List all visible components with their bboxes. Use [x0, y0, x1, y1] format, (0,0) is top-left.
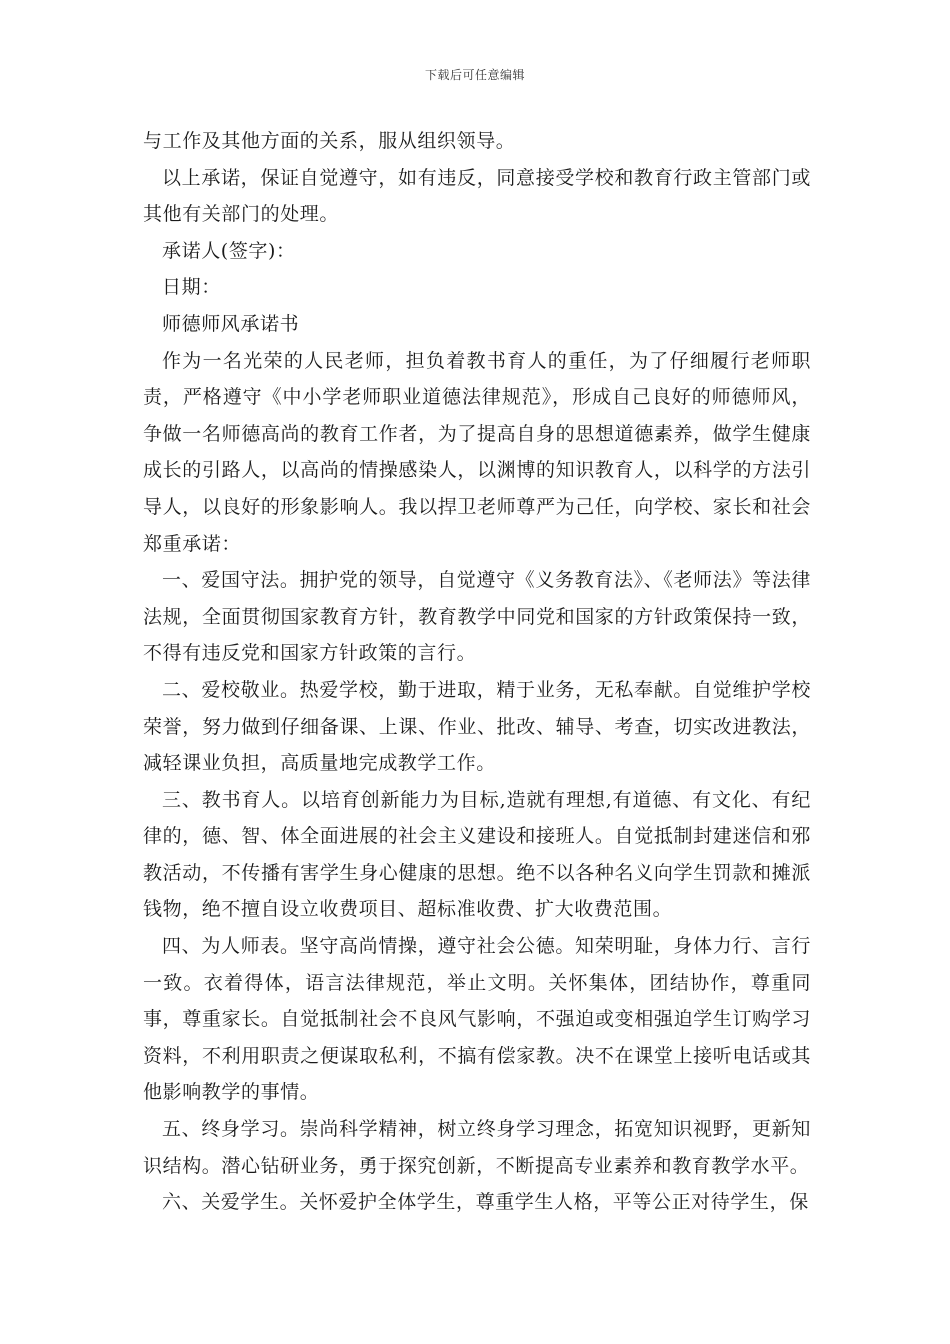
paragraph-item-6: 六、关爱学生。关怀爱护全体学生，尊重学生人格，平等公正对待学生，保	[162, 1191, 809, 1214]
paragraph-item-1: 一、爱国守法。拥护党的领导，自觉遵守《义务教育法》、《老师法》等法律法规，全面贯彻国家教育方针，教育教学中同党和国家的方针政策保持一致，不得有违反党和国家方针政策的言行。	[143, 569, 811, 665]
paragraph-item-3: 三、教书育人。以培育创新能力为目标,造就有理想,有道德、有文化、有纪律的，德、智、体全面进展的社会主义建设和接班人。自觉抵制封建迷信和邪教活动，不传播有害学生身心健康的思想。绝不以各种名义向学生罚款和摊派钱物，绝不擅自设立收费项目、超标准收费、扩大收费范围。	[143, 788, 811, 921]
paragraph-continuation: 与工作及其他方面的关系，服从组织领导。	[143, 130, 516, 152]
paragraph-pledge-compliance: 以上承诺，保证自觉遵守，如有违反，同意接受学校和教育行政主管部门或其他有关部门的处理。	[143, 166, 811, 226]
page-header-note: 下载后可任意编辑	[424, 68, 525, 82]
paragraph-item-4: 四、为人师表。坚守高尚情操，遵守社会公德。知荣明耻，身体力行、言行一致。衣着得体，语言法律规范，举止文明。关怀集体，团结协作，尊重同事，尊重家长。自觉抵制社会不良风气影响，不强迫或变相强迫学生订购学习资料，不利用职责之便谋取私利，不搞有偿家教。决不在课堂上接听电话或其他影响教学的事情。	[143, 935, 811, 1104]
paragraph-intro: 作为一名光荣的人民老师，担负着教书育人的重任，为了仔细履行老师职责，严格遵守《中小学老师职业道德法律规范》，形成自己良好的师德师风，争做一名师德高尚的教育工作者，为了提高自身的思想道德素养，做学生健康成长的引路人，以高尚的情操感染人，以渊博的知识教育人，以科学的方法引导人，以良好的形象影响人。我以捍卫老师尊严为己任，向学校、家长和社会郑重承诺：	[143, 349, 811, 555]
document-body	[143, 123, 811, 1221]
signature-line: 承诺人(签字)：	[162, 239, 296, 262]
date-line: 日期：	[162, 276, 221, 299]
paragraph-item-5: 五、终身学习。崇尚科学精神，树立终身学习理念，拓宽知识视野，更新知识结构。潜心钻研业务，勇于探究创新，不断提高专业素养和教育教学水平。	[143, 1118, 811, 1177]
section-title: 师德师风承诺书	[162, 312, 300, 335]
paragraph-item-2: 二、爱校敬业。热爱学校，勤于进取，精于业务，无私奉献。自觉维护学校荣誉，努力做到仔细备课、上课、作业、批改、辅导、考查，切实改进教法，减轻课业负担，高质量地完成教学工作。	[143, 678, 811, 775]
